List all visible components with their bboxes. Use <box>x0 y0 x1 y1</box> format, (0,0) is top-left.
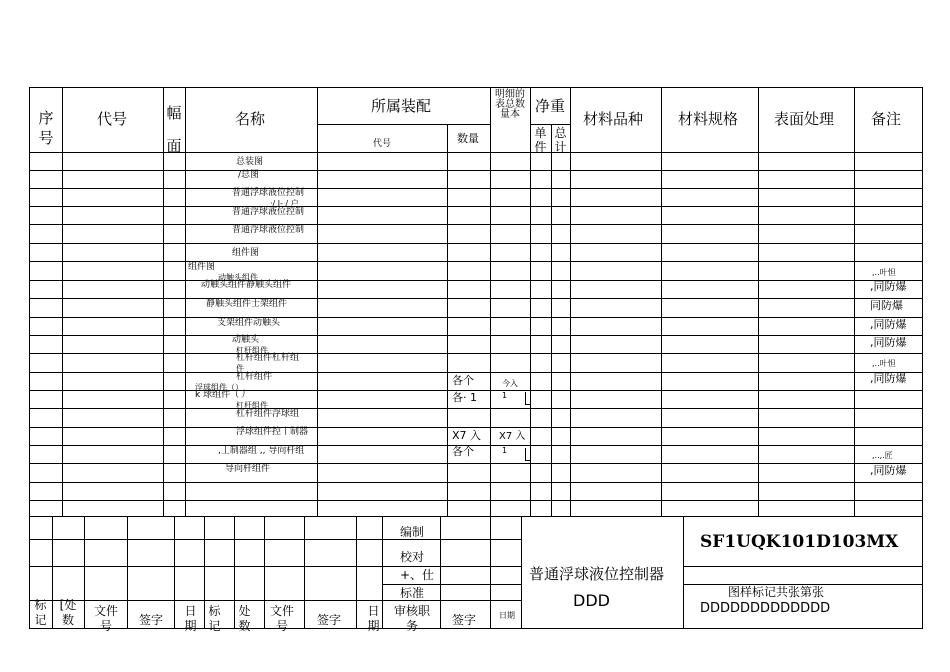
sheet-label: 图样标记共张第张 <box>728 585 825 599</box>
row-line <box>29 224 923 225</box>
header-name: 名称 <box>235 110 266 128</box>
tb-col <box>440 516 441 628</box>
row-name: 动触头 <box>232 335 260 345</box>
row-line <box>29 280 923 281</box>
col-line <box>317 87 318 516</box>
tb-shenhe: 审核职务 <box>393 604 430 633</box>
tb-chushu-b: 处数 <box>238 604 251 633</box>
tb-shenji: +、仕 <box>400 568 435 582</box>
product-sub: DDD <box>573 591 610 610</box>
tb-line <box>29 600 521 601</box>
row-line <box>29 372 923 373</box>
tb-riqi-c: 日期 <box>499 611 515 620</box>
tb-col <box>52 516 53 628</box>
row-line <box>29 353 923 354</box>
tb-line <box>29 539 521 540</box>
col-line <box>163 87 164 516</box>
tb-col <box>174 516 175 628</box>
row-name: ,丄制器组 ,, 导向杆组 <box>218 446 305 456</box>
header-material-spec: 材料规格 <box>678 110 739 128</box>
row-name: 静触头组件士架组件 <box>206 299 288 309</box>
tb-line <box>382 584 521 585</box>
row-remark: ,同防爆 <box>870 464 907 477</box>
row-line <box>29 170 923 171</box>
tb-bianzhi: 编制 <box>400 525 425 539</box>
row-subtext: 杠杆组件 <box>236 346 268 355</box>
row-subtext: 浮球组件（） <box>195 383 243 392</box>
frame-right <box>922 87 923 628</box>
row-subtext: 杠杆组件 <box>236 401 268 410</box>
tb-col <box>204 516 205 628</box>
row-line <box>29 206 923 207</box>
col-line <box>62 87 63 516</box>
row-subtext: 动触头组件 <box>218 273 258 282</box>
tb-biaoji-b: 标记 <box>208 604 221 633</box>
row-name: 支架组件动触头 <box>217 318 281 328</box>
header-code: 代号 <box>97 110 128 128</box>
row-qty: 各个 <box>452 445 474 458</box>
row-line <box>29 500 923 501</box>
header-net-weight: 净重 <box>535 97 566 115</box>
bracket-mark <box>525 460 530 461</box>
tb-biaoji: 标记 <box>34 598 47 627</box>
tb-qianzi-b: 签字 <box>317 613 342 627</box>
tb-col <box>234 516 235 628</box>
col-line <box>551 124 552 516</box>
weight-subline <box>530 124 570 125</box>
col-line <box>447 124 448 516</box>
row-line <box>29 188 923 189</box>
col-line <box>490 87 491 516</box>
row-remark: ,同防爆 <box>870 336 907 349</box>
tb-jiaodui: 校对 <box>400 550 425 564</box>
col-line <box>758 87 759 516</box>
row-remark: ,..叶怛 <box>872 359 896 368</box>
tb-col <box>127 516 128 628</box>
tb-col <box>356 516 357 628</box>
header-detail-total: 明细的表总数量本 <box>495 89 525 120</box>
row-line <box>29 408 923 409</box>
row-subtext: 件 <box>236 364 244 373</box>
tb-biaozhun: 标准 <box>400 586 425 600</box>
row-qty: 各· 1 <box>452 391 477 404</box>
row-name: 杠杆组件 <box>236 372 273 382</box>
row-name: k 球组件（丿 <box>195 390 249 400</box>
row-count: X7 入 <box>499 431 526 442</box>
row-qty: 各个 <box>452 374 474 387</box>
tb-line <box>29 566 521 567</box>
drawing-code: SF1UQK101D103MX <box>700 532 899 552</box>
tb-qianzi-c: 签字 <box>452 613 477 627</box>
tb-wenjianhao-a: 文件号 <box>93 604 118 633</box>
header-unit: 单件 <box>534 126 547 154</box>
bracket-mark <box>525 392 526 404</box>
row-name: 普通浮球液位控制 <box>232 188 305 198</box>
row-line <box>29 317 923 318</box>
tb-col <box>683 516 684 628</box>
tb-riqi-a: 日期 <box>184 604 197 633</box>
row-count: 1 <box>502 446 508 455</box>
header-assembly-code: 代号 <box>373 139 392 149</box>
header-format: 幅面 <box>166 104 182 155</box>
row-line <box>29 261 923 262</box>
tb-wenjianhao-b: 文件号 <box>269 604 294 633</box>
tb-chushu-a: [处数 <box>59 598 77 627</box>
frame-bottom <box>29 628 923 629</box>
header-seq: 序号 <box>38 109 54 147</box>
row-remark: ,同防爆 <box>870 372 907 385</box>
col-line <box>530 87 531 516</box>
row-name: 导向杆组件 <box>225 464 271 474</box>
row-line <box>29 335 923 336</box>
row-name: 杠杆组件杠杆组 <box>236 353 300 363</box>
header-quantity: 数量 <box>457 132 479 145</box>
row-qty: X7 入 <box>452 429 482 442</box>
row-name: 浮球组件控丨制器 <box>236 427 309 437</box>
row-line <box>29 445 923 446</box>
assembly-subline <box>317 124 490 125</box>
header-material-type: 材料品种 <box>583 110 644 128</box>
row-remark: ,同防爆 <box>870 280 907 293</box>
tb-col <box>521 516 522 628</box>
frame-left <box>29 87 30 628</box>
row-remark: 同防爆 <box>870 299 903 312</box>
row-subtext: ·/ l- / 户 <box>270 199 299 208</box>
tb-qianzi-a: 签字 <box>139 613 164 627</box>
tb-col <box>84 516 85 628</box>
col-line <box>661 87 662 516</box>
row-name: 普通浮球液位控制 <box>232 207 305 217</box>
bracket-mark <box>525 448 526 460</box>
row-count: 今入 <box>502 379 518 388</box>
tb-col <box>490 516 491 628</box>
col-line <box>854 87 855 516</box>
row-line <box>29 463 923 464</box>
row-line <box>29 298 923 299</box>
sheet-value: DDDDDDDDDDDDD <box>700 601 831 616</box>
product-name: 普通浮球液位控制器 <box>529 565 665 583</box>
bracket-mark <box>525 404 530 405</box>
header-surface: 表面处理 <box>774 110 835 128</box>
row-name: 杠杆组件浮球组 <box>236 409 300 419</box>
row-count: 1 <box>502 391 508 400</box>
tb-col <box>382 516 383 628</box>
row-line <box>29 243 923 244</box>
row-line <box>29 427 923 428</box>
row-name: 动触头组件静触头组件 <box>201 280 292 290</box>
row-line <box>29 482 923 483</box>
titleblock-top <box>29 516 923 517</box>
tb-line <box>683 566 922 567</box>
row-name: /总图 <box>238 170 260 180</box>
tb-col <box>304 516 305 628</box>
tb-col <box>264 516 265 628</box>
row-name: 普通浮球液位控制 <box>232 225 305 235</box>
row-remark: ,同防爆 <box>870 318 907 331</box>
row-name: 组件图 <box>232 248 260 258</box>
col-line <box>570 87 571 516</box>
header-assembly: 所属装配 <box>371 97 432 115</box>
row-remark: ,..,.匠 <box>872 451 893 460</box>
row-name: 总装图 <box>236 157 264 167</box>
tb-riqi-b: 日期 <box>367 604 380 633</box>
row-name: 组件图 <box>188 262 216 272</box>
col-line <box>185 87 186 516</box>
header-total: 总计 <box>554 126 567 154</box>
header-remark: 备注 <box>871 110 902 128</box>
row-remark: ,..叶怛 <box>872 268 896 277</box>
